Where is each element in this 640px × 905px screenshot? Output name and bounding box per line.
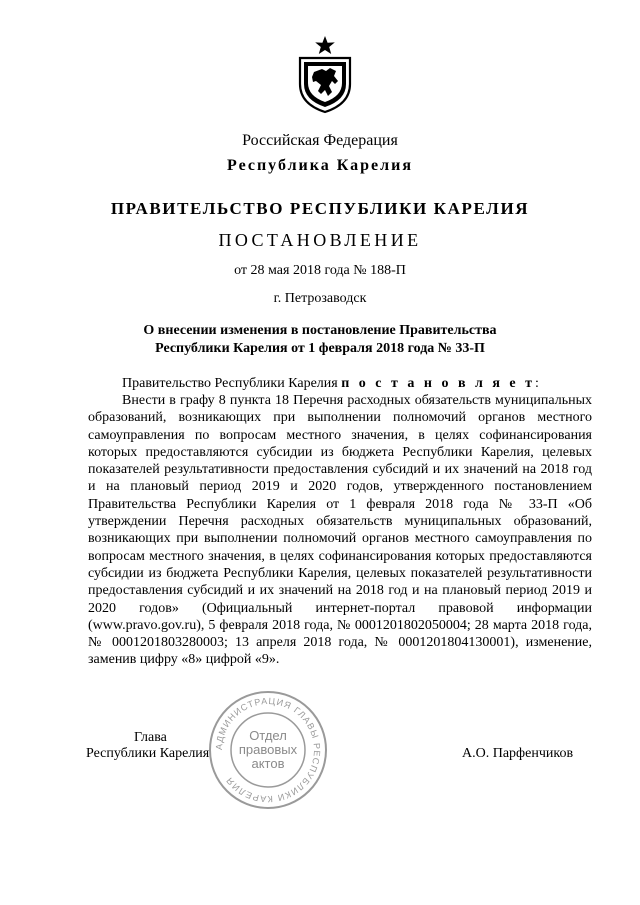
official-stamp — [206, 688, 330, 812]
stamp-ring-text: АДМИНИСТРАЦИЯ ГЛАВЫ РЕСПУБЛИКИ КАРЕЛИЯ — [213, 695, 323, 805]
intro-suffix: : — [535, 376, 539, 391]
government-name: ПРАВИТЕЛЬСТВО РЕСПУБЛИКИ КАРЕЛИЯ — [110, 199, 530, 218]
signature-title-line-2: Республики Карелия — [86, 746, 210, 761]
city: г. Петрозаводск — [273, 291, 367, 306]
stamp-center-word: Отдел — [249, 728, 287, 743]
title-line-2: Республики Карелия от 1 февраля 2018 года № 33-П — [155, 341, 485, 356]
republic-name: Республика Карелия — [227, 157, 413, 174]
karelia-coat-of-arms-icon — [296, 34, 354, 114]
country-name: Российская Федерация — [242, 132, 398, 149]
title-line-1: О внесении изменения в постановление Правительства — [143, 323, 497, 338]
intro-line — [88, 375, 592, 392]
date-number: от 28 мая 2018 года № 188-П — [234, 263, 406, 278]
stamp-center-word: актов — [251, 756, 285, 771]
stamp-center-text — [239, 728, 298, 771]
document-type: ПОСТАНОВЛЕНИЕ — [218, 230, 422, 250]
main-paragraph: Внести в графу 8 пункта 18 Перечня расходных обязательств муниципальных образований, возникающих при выполнении полномочий органов местного самоуправления по вопросам местного значения, в целях софинансирования которых предоставляются субсидии из бюджета Республики Карелия, целевых показателей результативности предоставления субсидий и их значений на 2018 год и на плановый период 2019 и 2020 годов, утвержденного постановлением Правительства Республики Карелия от 1 февраля 2018 года № 33-П «Об утверждении Перечня расходных обязательств муниципальных образований, возникающих при выполнении полномочий органов местного самоуправления по вопросам местного значения, в целях софинансирования которых предоставляются субсидии из бюджета Республики Карелия, целевых показателей результативности предоставления субсидий и их значений на 2018 год и на плановый период 2019 и 2020 годов» (Официальный интернет-портал правовой информации (www.pravo.gov.ru), 5 февраля 2018 года, № 0001201802050004; 28 марта 2018 года, № 0001201803280003; 13 апреля 2018 года, № 0001201804130001), изменение, заменив цифру «8» цифрой «9». — [88, 393, 592, 668]
signature-title-line-1: Глава — [134, 730, 167, 745]
intro-prefix: Правительство Республики Карелия — [122, 376, 338, 391]
signatory-name: А.О. Парфенчиков — [462, 746, 574, 761]
stamp-center-word: правовых — [238, 742, 298, 757]
intro-verb: п о с т а н о в л я е т — [341, 376, 536, 391]
